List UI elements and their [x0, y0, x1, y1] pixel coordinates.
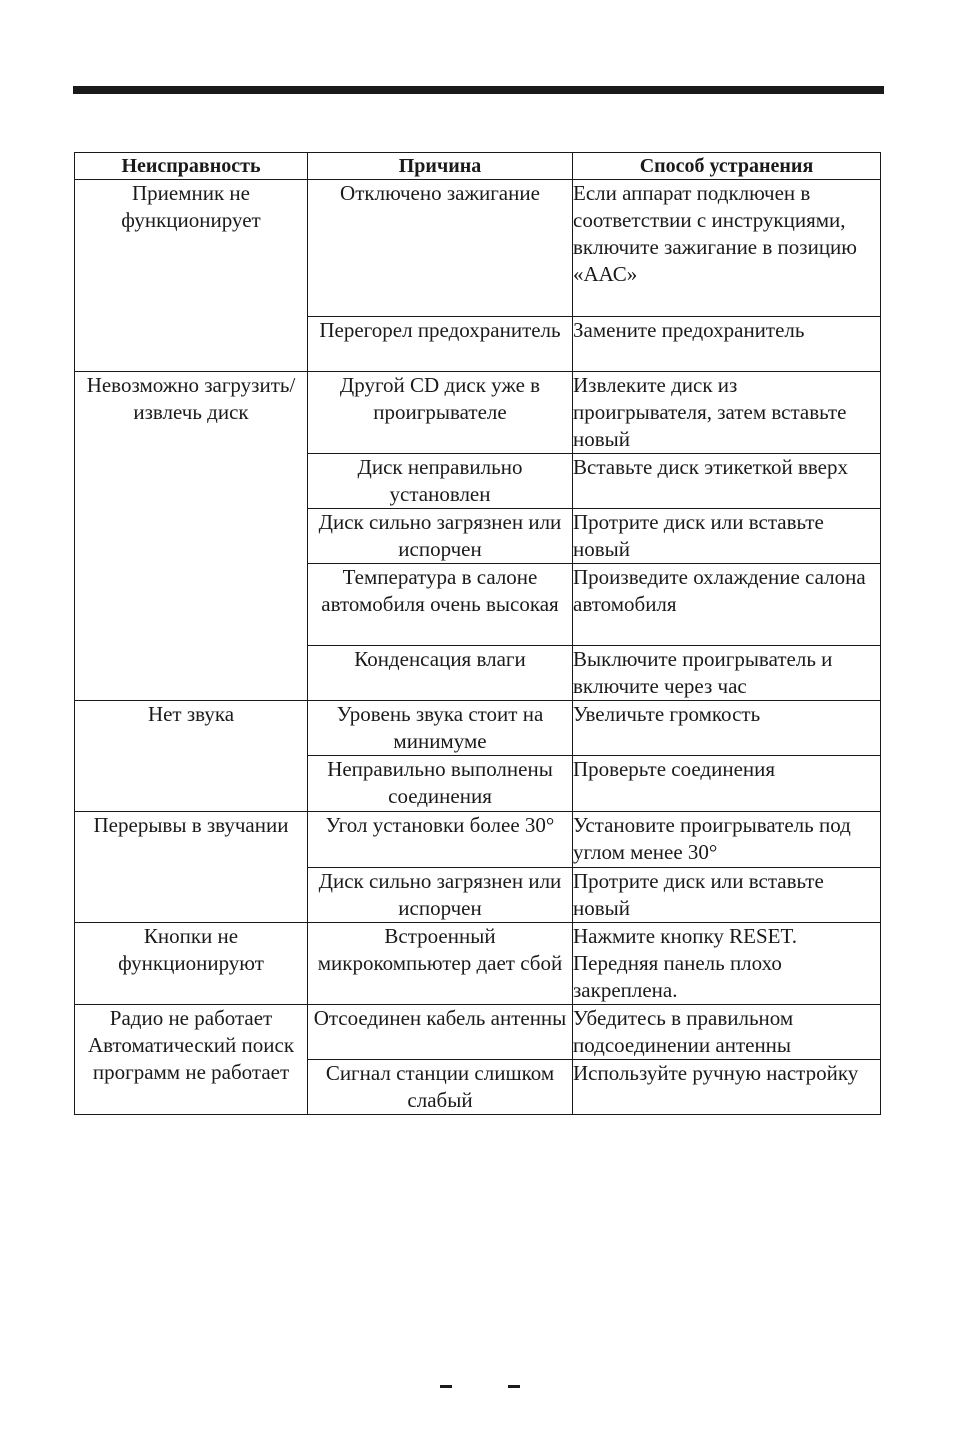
- fault-cell: Кнопки не функционируют: [75, 923, 308, 1005]
- fault-cell: Радио не работает Автоматический поиск программ не работает: [75, 1005, 308, 1115]
- fix-cell: Выключите проигрыватель и включите через час: [573, 646, 881, 701]
- cause-cell: Отключено зажигание: [308, 180, 573, 317]
- fix-cell: Проверьте соединения: [573, 756, 881, 812]
- table-row: [75, 372, 881, 454]
- fix-cell: Используйте ручную настройку: [573, 1060, 881, 1115]
- header-fault: Неисправность: [75, 153, 308, 180]
- fix-cell: Произведите охлаждение салона автомобиля: [573, 564, 881, 646]
- table-header-row: [75, 153, 881, 180]
- cause-cell: Сигнал станции слишком слабый: [308, 1060, 573, 1115]
- cause-cell: Другой CD диск уже в проигрывателе: [308, 372, 573, 454]
- table-row: [75, 923, 881, 1005]
- cause-cell: Диск неправильно установлен: [308, 454, 573, 509]
- cause-cell: Угол установки более 30°: [308, 812, 573, 868]
- cause-cell: Диск сильно загрязнен или испорчен: [308, 509, 573, 564]
- fault-cell: Приемник не функционирует: [75, 180, 308, 372]
- cause-cell: Диск сильно загрязнен или испорчен: [308, 868, 573, 923]
- fix-cell: Протрите диск или вставьте новый: [573, 868, 881, 923]
- cause-cell: Перегорел предохранитель: [308, 317, 573, 372]
- footer-dash: [508, 1385, 520, 1388]
- table-row: [75, 180, 881, 317]
- cause-cell: Встроенный микрокомпьютер дает сбой: [308, 923, 573, 1005]
- fault-cell: Нет звука: [75, 701, 308, 812]
- fix-cell: Убедитесь в правильном подсоединении антенны: [573, 1005, 881, 1060]
- page-footer-dashes: [440, 1385, 522, 1389]
- fix-cell: Установите проигрыватель под углом менее 30°: [573, 812, 881, 868]
- table-row: [75, 1005, 881, 1060]
- fix-cell: Замените предохранитель: [573, 317, 881, 372]
- fix-cell: Вставьте диск этикеткой вверх: [573, 454, 881, 509]
- table-row: [75, 701, 881, 756]
- cause-cell: Отсоединен кабель антенны: [308, 1005, 573, 1060]
- fault-cell: Перерывы в звучании: [75, 812, 308, 923]
- fix-cell: Нажмите кнопку RESET. Передняя панель плохо закреплена.: [573, 923, 881, 1005]
- cause-cell: Конденсация влаги: [308, 646, 573, 701]
- cause-cell: Уровень звука стоит на минимуме: [308, 701, 573, 756]
- header-cause: Причина: [308, 153, 573, 180]
- footer-dash: [440, 1385, 452, 1388]
- cause-cell: Температура в салоне автомобиля очень высокая: [308, 564, 573, 646]
- header-fix: Способ устранения: [573, 153, 881, 180]
- fix-cell: Если аппарат подключен в соответствии с инструкциями, включите зажигание в позицию «ААС»: [573, 180, 881, 317]
- fix-cell: Увеличьте громкость: [573, 701, 881, 756]
- fix-cell: Извлеките диск из проигрывателя, затем вставьте новый: [573, 372, 881, 454]
- fault-cell: Невозможно загрузить/извлечь диск: [75, 372, 308, 701]
- fix-cell: Протрите диск или вставьте новый: [573, 509, 881, 564]
- table-row: [75, 812, 881, 868]
- troubleshooting-table: [74, 152, 881, 1115]
- cause-cell: Неправильно выполнены соединения: [308, 756, 573, 812]
- top-rule: [73, 86, 884, 94]
